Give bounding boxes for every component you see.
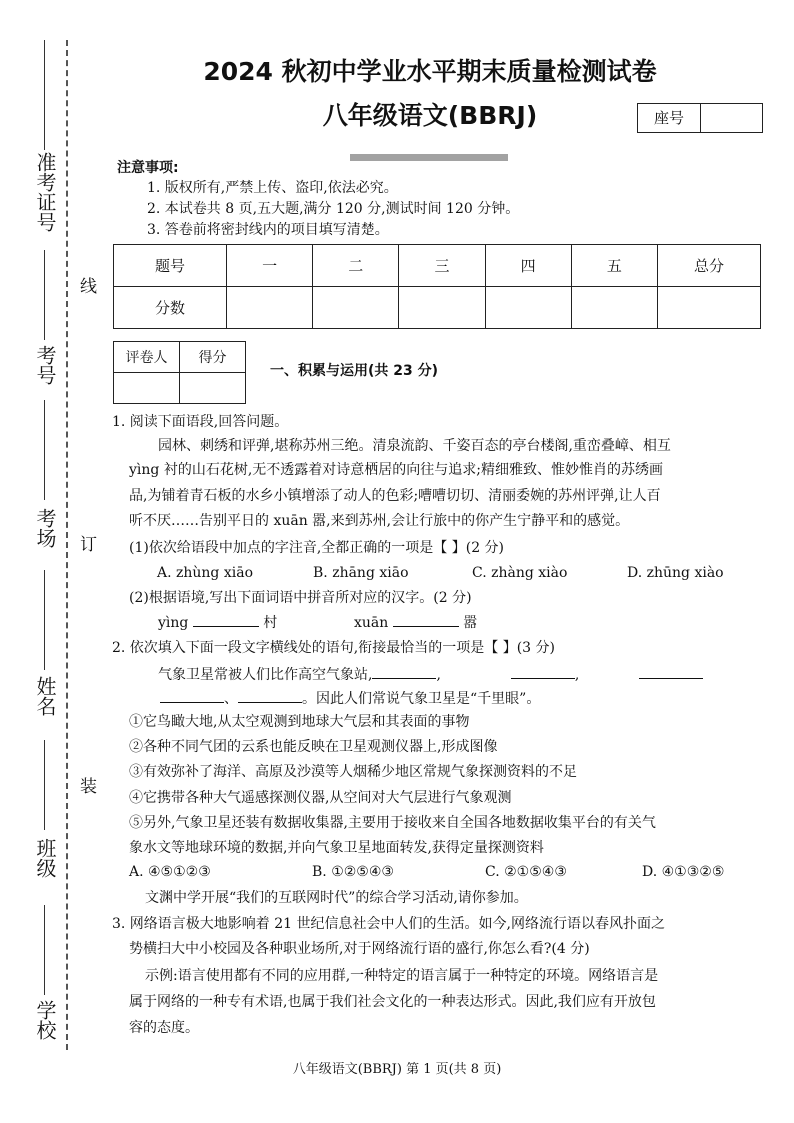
q2-blank[interactable] bbox=[238, 688, 302, 703]
score-cell[interactable] bbox=[571, 287, 657, 329]
score-header-cell: 五 bbox=[571, 245, 657, 287]
score-header-cell: 一 bbox=[227, 245, 313, 287]
field-exam-id-label: 考号 bbox=[33, 345, 57, 385]
q1-stem: 1. 阅读下面语段,回答问题。 bbox=[112, 414, 289, 430]
score-cell[interactable] bbox=[485, 287, 571, 329]
q2-option-a[interactable]: A. ④⑤①②③ bbox=[129, 864, 211, 880]
seat-number-label: 座号 bbox=[638, 104, 701, 132]
field-name-line[interactable] bbox=[44, 570, 45, 670]
field-name-label: 姓名 bbox=[33, 676, 57, 716]
q1-pinyin-2: xuān 嚣 bbox=[354, 612, 477, 633]
score-table-header-row bbox=[114, 245, 761, 287]
score-header-cell: 总分 bbox=[658, 245, 761, 287]
score-row-label: 分数 bbox=[114, 287, 227, 329]
q2-line2: 、 。因此人们常说气象卫星是“千里眼”。 bbox=[160, 688, 540, 709]
score-header-cell: 四 bbox=[485, 245, 571, 287]
q2-sentence: ①它鸟瞰大地,从太空观测到地球大气层和其表面的事物 bbox=[129, 714, 470, 730]
q2-sentence: ⑤另外,气象卫星还装有数据收集器,主要用于接收来自全国各地数据收集平台的有关气 bbox=[129, 815, 656, 831]
seal-line bbox=[66, 40, 68, 1050]
q3-answer-line: 示例:语言使用都有不同的应用群,一种特定的语言属于一种特定的环境。网络语言是 bbox=[145, 968, 659, 984]
q2-blank[interactable] bbox=[639, 664, 703, 679]
field-exam-room-label: 考场 bbox=[33, 508, 57, 548]
q2-sentence: 象水文等地球环境的数据,并向气象卫星地面转发,获得定量探测资料 bbox=[129, 840, 544, 856]
q3-stem-line: 3. 网络语言极大地影响着 21 世纪信息社会中人们的生活。如今,网络流行语以春风扑面之 bbox=[112, 916, 665, 932]
q2-blank[interactable] bbox=[511, 664, 575, 679]
cut-word-bind: 订 bbox=[80, 535, 97, 555]
q1-passage-line: 听不厌……告别平日的 xuān 嚣,来到苏州,会让行旅中的你产生宁静平和的感觉。 bbox=[129, 513, 630, 529]
score-header-cell: 二 bbox=[313, 245, 399, 287]
notice-heading: 注意事项: bbox=[117, 160, 179, 176]
exam-title: 2024 秋初中学业水平期末质量检测试卷 bbox=[203, 57, 657, 86]
grader-table bbox=[113, 341, 246, 404]
grader-header: 评卷人 bbox=[114, 342, 180, 373]
cut-word-pack: 装 bbox=[80, 777, 97, 797]
seat-number-box bbox=[637, 103, 763, 133]
q2-option-d[interactable]: D. ④①③②⑤ bbox=[642, 864, 725, 880]
seat-number-field[interactable] bbox=[701, 104, 762, 132]
q1-sub2: (2)根据语境,写出下面词语中拼音所对应的汉字。(2 分) bbox=[129, 590, 472, 606]
q2-line1: 气象卫星常被人们比作高空气象站, , , bbox=[158, 664, 703, 685]
q2-blank[interactable] bbox=[372, 664, 436, 679]
q1-sub1: (1)依次给语段中加点的字注音,全都正确的一项是【 】(2 分) bbox=[129, 540, 505, 556]
grader-cell[interactable] bbox=[114, 373, 180, 404]
q1-passage-line: 品,为铺着青石板的水乡小镇增添了动人的色彩;嘈嘈切切、清丽委婉的苏州评弹,让人百 bbox=[129, 488, 661, 504]
q2-blank[interactable] bbox=[160, 688, 224, 703]
q3-answer-line: 属于网络的一种专有术语,也属于我们社会文化的一种表达形式。因此,我们应有开放包 bbox=[129, 994, 656, 1010]
field-school-line[interactable] bbox=[44, 905, 45, 995]
cut-word-line: 线 bbox=[80, 277, 97, 297]
score-cell[interactable] bbox=[399, 287, 485, 329]
q2-option-c[interactable]: C. ②①⑤④③ bbox=[485, 864, 567, 880]
field-school-label: 学校 bbox=[33, 1000, 57, 1040]
q1-option-a[interactable]: A. zhùng xiāo bbox=[157, 565, 253, 581]
grader-score-cell[interactable] bbox=[180, 373, 246, 404]
field-exam-id-line[interactable] bbox=[44, 250, 45, 340]
notice-item-2: 2. 本试卷共 8 页,五大题,满分 120 分,测试时间 120 分钟。 bbox=[147, 201, 520, 217]
score-table-score-row bbox=[114, 287, 761, 329]
q2-option-b[interactable]: B. ①②⑤④③ bbox=[312, 864, 394, 880]
score-cell[interactable] bbox=[658, 287, 761, 329]
q2-stem: 2. 依次填入下面一段文字横线处的语句,衔接最恰当的一项是【 】(3 分) bbox=[112, 640, 555, 656]
field-class-label: 班级 bbox=[33, 838, 57, 878]
notice-item-3: 3. 答卷前将密封线内的项目填写清楚。 bbox=[147, 222, 389, 238]
q1-answer-blank-1[interactable] bbox=[193, 612, 259, 627]
q1-option-b[interactable]: B. zhāng xiāo bbox=[313, 565, 409, 581]
score-header-cell: 题号 bbox=[114, 245, 227, 287]
q1-passage-line: yìng 衬的山石花树,无不透露着对诗意栖居的向往与追求;精细雅致、惟妙惟肖的苏绣画 bbox=[129, 462, 663, 478]
score-header: 得分 bbox=[180, 342, 246, 373]
exam-subtitle: 八年级语文(BBRJ) bbox=[322, 101, 538, 130]
score-header-cell: 三 bbox=[399, 245, 485, 287]
q3-stem-line: 势横扫大中小校园及各种职业场所,对于网络流行语的盛行,你怎么看?(4 分) bbox=[129, 941, 590, 957]
activity-intro: 文渊中学开展“我们的互联网时代”的综合学习活动,请你参加。 bbox=[145, 890, 528, 906]
score-cell[interactable] bbox=[313, 287, 399, 329]
field-class-line[interactable] bbox=[44, 740, 45, 830]
field-exam-number-line[interactable] bbox=[44, 40, 45, 150]
q3-answer-line: 容的态度。 bbox=[129, 1020, 199, 1036]
q1-answer-blank-2[interactable] bbox=[393, 612, 459, 627]
field-exam-room-line[interactable] bbox=[44, 400, 45, 500]
q2-sentence: ②各种不同气团的云系也能反映在卫星观测仪器上,形成图像 bbox=[129, 739, 498, 755]
score-cell[interactable] bbox=[227, 287, 313, 329]
q2-sentence: ④它携带各种大气遥感探测仪器,从空间对大气层进行气象观测 bbox=[129, 790, 512, 806]
score-table bbox=[113, 244, 761, 329]
section-1-heading: 一、积累与运用(共 23 分) bbox=[270, 363, 439, 379]
q1-pinyin-1: yìng 村 bbox=[158, 612, 277, 633]
q1-option-d[interactable]: D. zhūng xiào bbox=[627, 565, 724, 581]
notice-item-1: 1. 版权所有,严禁上传、盗印,依法必究。 bbox=[147, 180, 398, 196]
scan-smear bbox=[350, 154, 508, 161]
page-footer: 八年级语文(BBRJ) 第 1 页(共 8 页) bbox=[292, 1062, 502, 1077]
q1-option-c[interactable]: C. zhàng xiào bbox=[472, 565, 568, 581]
q1-passage-line: 园林、刺绣和评弹,堪称苏州三绝。清泉流韵、千姿百态的亭台楼阁,重峦叠嶂、相互 bbox=[158, 438, 671, 454]
field-exam-number-text: 准考证号 bbox=[33, 152, 57, 232]
q2-sentence: ③有效弥补了海洋、高原及沙漠等人烟稀少地区常规气象探测资料的不足 bbox=[129, 764, 577, 780]
field-exam-number-label bbox=[33, 152, 55, 232]
